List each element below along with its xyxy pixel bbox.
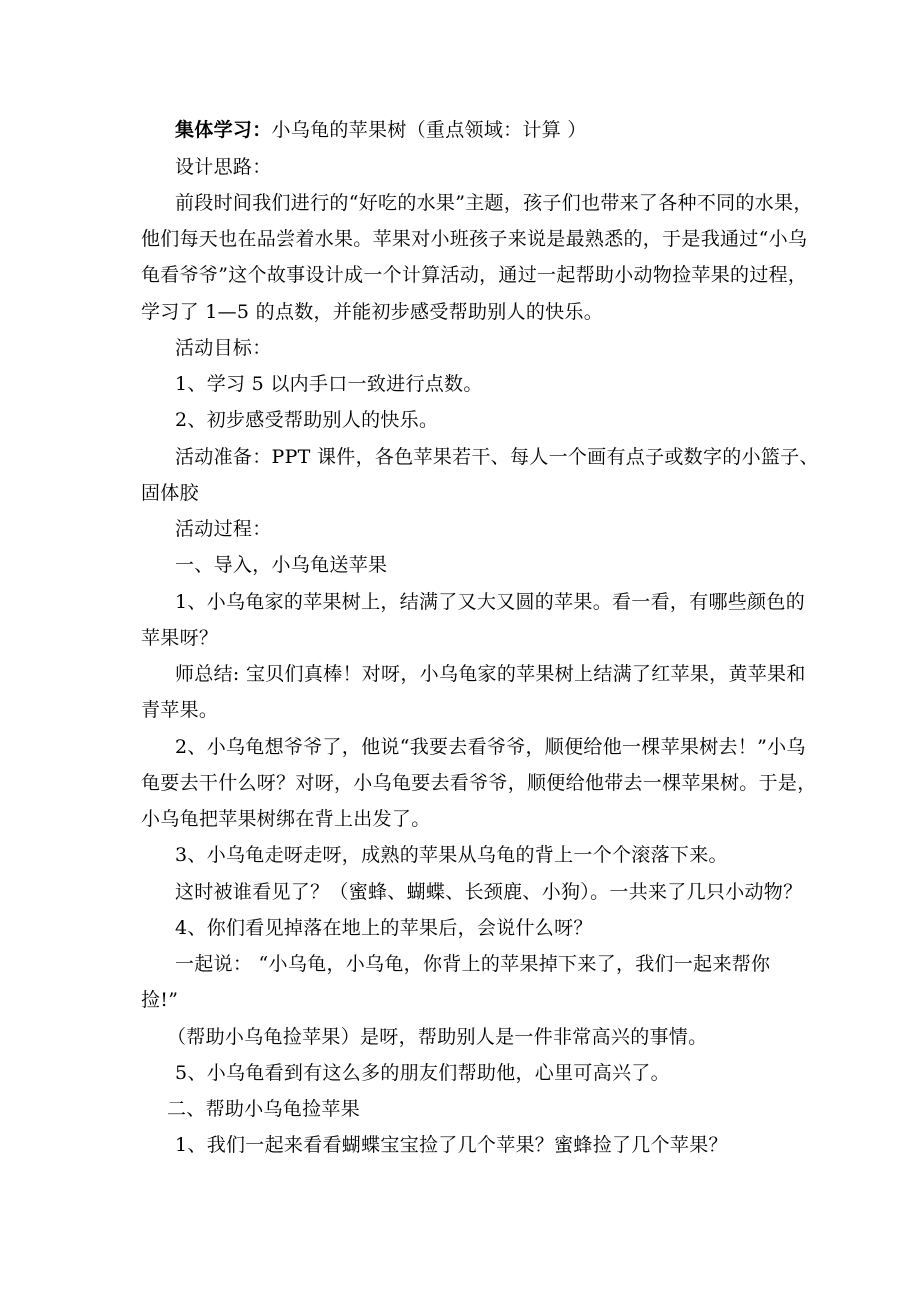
paragraph-line: 他们每天也在品尝着水果。苹果对小班孩子来说是最熟悉的，于是我通过“小乌 bbox=[141, 228, 808, 250]
paragraph-line: 1、我们一起来看看蝴蝶宝宝捡了几个苹果？蜜蜂捡了几个苹果？ bbox=[175, 1134, 728, 1156]
title-text: 小乌龟的苹果树（重点领域：计算 ） bbox=[271, 119, 587, 141]
paragraph-line: 一起说： “小乌龟，小乌龟，你背上的苹果掉下来了，我们一起来帮你 bbox=[175, 953, 771, 975]
paragraph-line: 这时被谁看见了？（蜜蜂、蝴蝶、长颈鹿、小狗）。一共来了几只小动物？ bbox=[175, 881, 803, 903]
list-item: 2、初步感受帮助别人的快乐。 bbox=[175, 409, 439, 431]
paragraph-line: 4、你们看见掉落在地上的苹果后，会说什么呀？ bbox=[175, 917, 593, 939]
paragraph-line: 捡!” bbox=[141, 989, 179, 1011]
paragraph-heading-process: 活动过程： bbox=[175, 518, 272, 540]
paragraph-heading-goals: 活动目标： bbox=[175, 337, 272, 359]
paragraph-line: 固体胶 bbox=[141, 482, 199, 504]
paragraph-heading-design: 设计思路： bbox=[175, 156, 272, 178]
section-heading: 二、帮助小乌龟捡苹果 bbox=[167, 1098, 361, 1120]
paragraph-line: 1、小乌龟家的苹果树上，结满了又大又圆的苹果。看一看，有哪些颜色的 bbox=[175, 591, 805, 613]
paragraph-line: 2、小乌龟想爷爷了，他说“我要去看爷爷，顺便给他一棵苹果树去！”小乌 bbox=[175, 736, 806, 758]
paragraph-line: 3、小乌龟走呀走呀，成熟的苹果从乌龟的背上一个个滚落下来。 bbox=[175, 844, 728, 866]
paragraph-line: 前段时间我们进行的“好吃的水果”主题，孩子们也带来了各种不同的水果， bbox=[175, 192, 813, 214]
title-label: 集体学习： bbox=[175, 119, 272, 141]
paragraph-line: 龟要去干什么呀？对呀，小乌龟要去看爷爷，顺便给他带去一棵苹果树。于是， bbox=[141, 772, 817, 794]
paragraph-line: 小乌龟把苹果树绑在背上出发了。 bbox=[141, 808, 431, 830]
section-heading: 一、导入，小乌龟送苹果 bbox=[175, 554, 388, 576]
paragraph-line: 苹果呀？ bbox=[141, 627, 219, 649]
paragraph-line: 5、小乌龟看到有这么多的朋友们帮助他，心里可高兴了。 bbox=[175, 1062, 670, 1084]
paragraph-line: （帮助小乌龟捡苹果）是呀，帮助别人是一件非常高兴的事情。 bbox=[167, 1026, 708, 1048]
paragraph-line: 活动准备：PPT 课件，各色苹果若干、每人一个画有点子或数字的小篮子、 bbox=[175, 446, 819, 468]
list-item: 1、学习 5 以内手口一致进行点数。 bbox=[175, 373, 483, 395]
paragraph-line: 师总结: 宝贝们真棒！对呀，小乌龟家的苹果树上结满了红苹果，黄苹果和 bbox=[175, 663, 806, 685]
paragraph-line: 龟看爷爷”这个故事设计成一个计算活动，通过一起帮助小动物捡苹果的过程， bbox=[141, 264, 808, 286]
paragraph-line: 青苹果。 bbox=[141, 699, 219, 721]
paragraph-line: 学习了 1—5 的点数，并能初步感受帮助别人的快乐。 bbox=[141, 301, 604, 323]
title-line bbox=[175, 118, 587, 142]
